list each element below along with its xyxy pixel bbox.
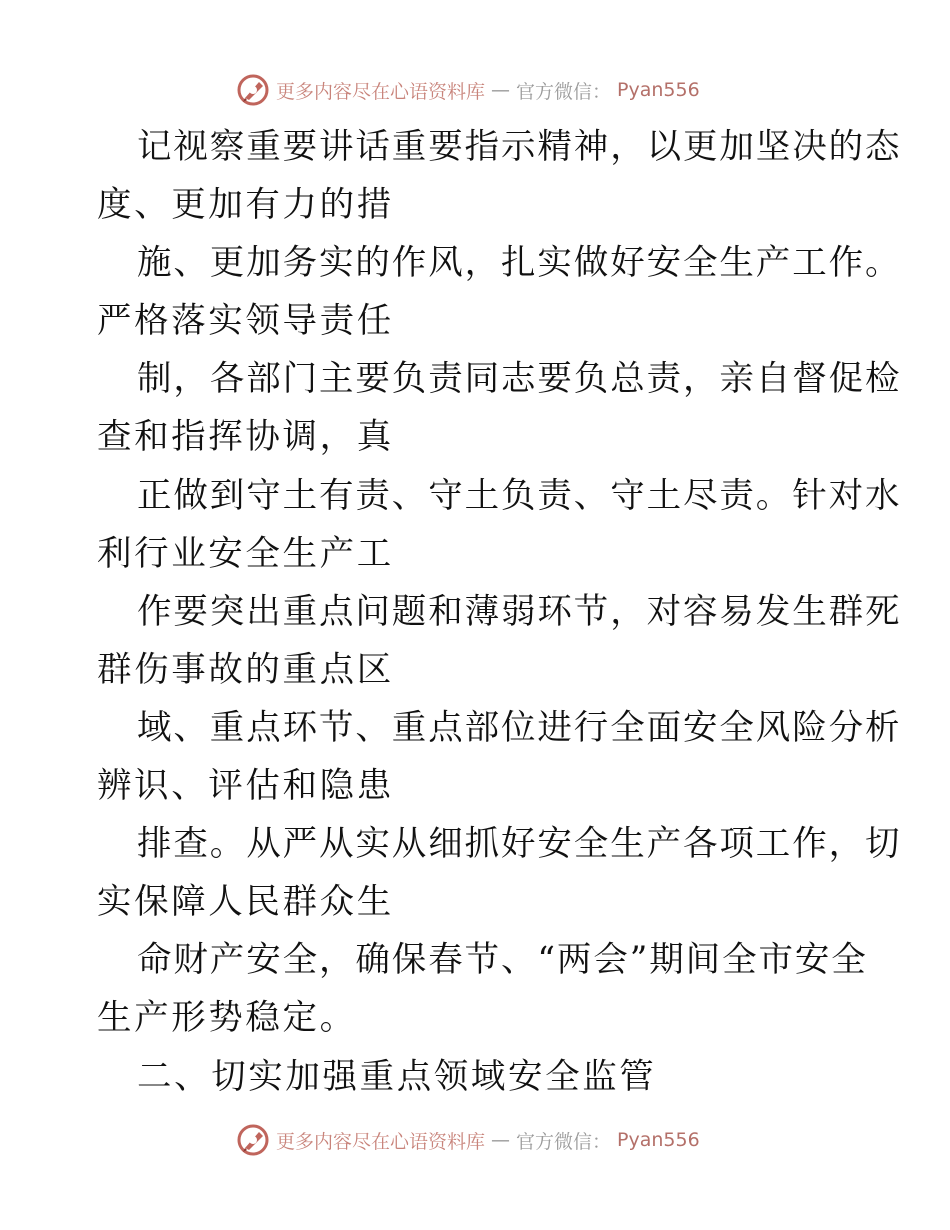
- watermark-dash: —: [491, 1129, 511, 1151]
- text-line: 辨识、评估和隐患: [97, 766, 394, 807]
- header-watermark: [236, 72, 700, 108]
- text-line: 群伤事故的重点区: [97, 649, 394, 690]
- text-line: 作要突出重点问题和薄弱环节，对容易发生群死: [137, 591, 902, 632]
- text-line: 域、重点环节、重点部位进行全面安全风险分析: [137, 707, 902, 748]
- text-line: 严格落实领导责任: [97, 301, 394, 342]
- watermark-text: 更多内容尽在心语资料库: [276, 1130, 486, 1153]
- watermark-wechat-label: 官方微信：: [516, 80, 612, 103]
- watermark-text: 更多内容尽在心语资料库: [276, 80, 486, 103]
- text-line: 利行业安全生产工: [97, 533, 394, 574]
- watermark-dash: —: [491, 79, 511, 101]
- footer-watermark: [236, 1122, 700, 1158]
- section-heading: 二、切实加强重点领域安全监管: [137, 1056, 657, 1097]
- text-line: 实保障人民群众生: [97, 882, 394, 923]
- pen-logo-icon: [236, 1123, 270, 1157]
- text-line: 排查。从严从实从细抓好安全生产各项工作，切: [137, 824, 902, 865]
- text-line: 查和指挥协调，真: [97, 417, 394, 458]
- pen-logo-icon: [236, 73, 270, 107]
- text-line: 施、更加务实的作风，扎实做好安全生产工作。: [137, 243, 902, 284]
- watermark-wechat-id: Pyan556: [617, 79, 700, 101]
- text-line: 命财产安全，确保春节、“两会”期间全市安全: [137, 940, 868, 981]
- body-text: [97, 118, 902, 1106]
- text-line: 制，各部门主要负责同志要负总责，亲自督促检: [137, 359, 902, 400]
- watermark-wechat-id: Pyan556: [617, 1129, 700, 1151]
- text-line: 度、更加有力的措: [97, 185, 394, 226]
- text-line: 生产形势稳定。: [97, 998, 357, 1039]
- text-line: 正做到守土有责、守土负责、守土尽责。针对水: [137, 475, 902, 516]
- watermark-wechat-label: 官方微信：: [516, 1130, 612, 1153]
- text-line: 记视察重要讲话重要指示精神，以更加坚决的态: [137, 127, 902, 167]
